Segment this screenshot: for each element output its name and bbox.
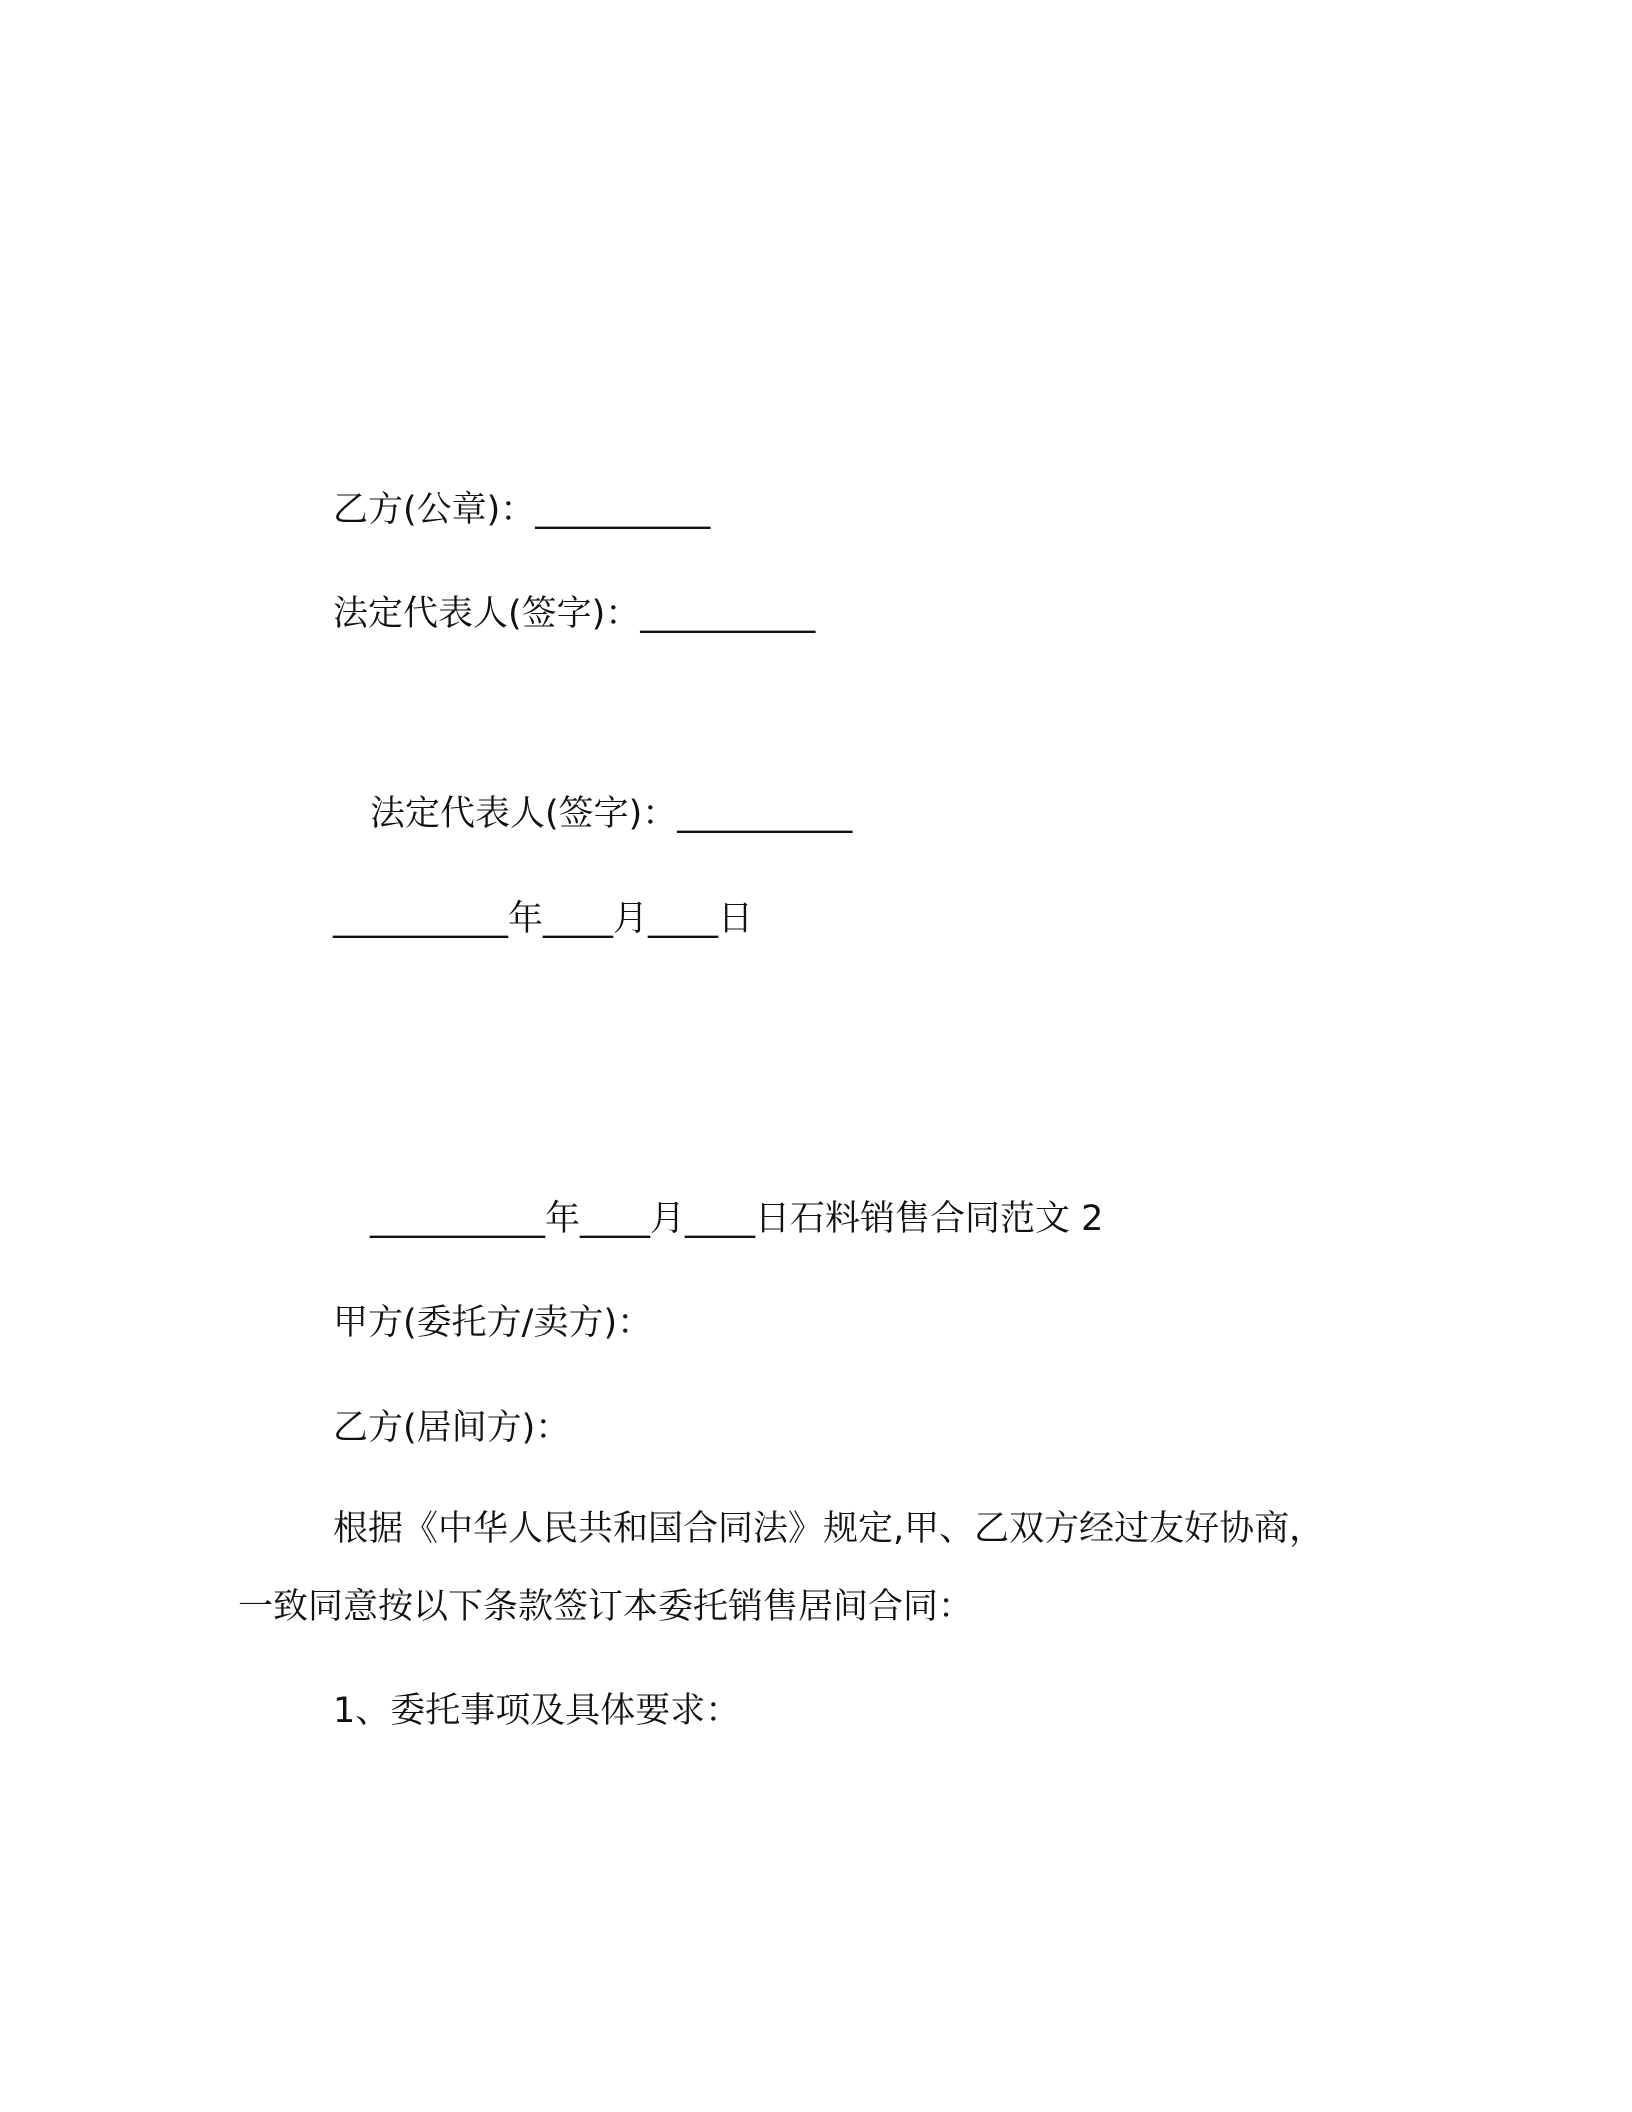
party-a-line: 甲方(委托方/卖方)： xyxy=(333,1303,653,1343)
preamble-paragraph-line-2: 一致同意按以下条款签订本委托销售居间合同： xyxy=(238,1587,974,1627)
party-b-seal-line: 乙方(公章)：__________ xyxy=(333,490,711,530)
date-and-contract-title: __________年____月____日石料销售合同范文 2 xyxy=(370,1199,1104,1239)
date-line: __________年____月____日 xyxy=(333,899,754,939)
preamble-paragraph-line-1: 根据《中华人民共和国合同法》规定,甲、乙双方经过友好协商， xyxy=(333,1509,1325,1549)
legal-rep-signature-line: 法定代表人(签字)：__________ xyxy=(333,594,816,634)
party-b-broker-line: 乙方(居间方)： xyxy=(333,1408,571,1448)
legal-rep-signature-line-2: 法定代表人(签字)：__________ xyxy=(370,794,853,834)
clause-1-heading: 1、委托事项及具体要求： xyxy=(333,1691,741,1731)
